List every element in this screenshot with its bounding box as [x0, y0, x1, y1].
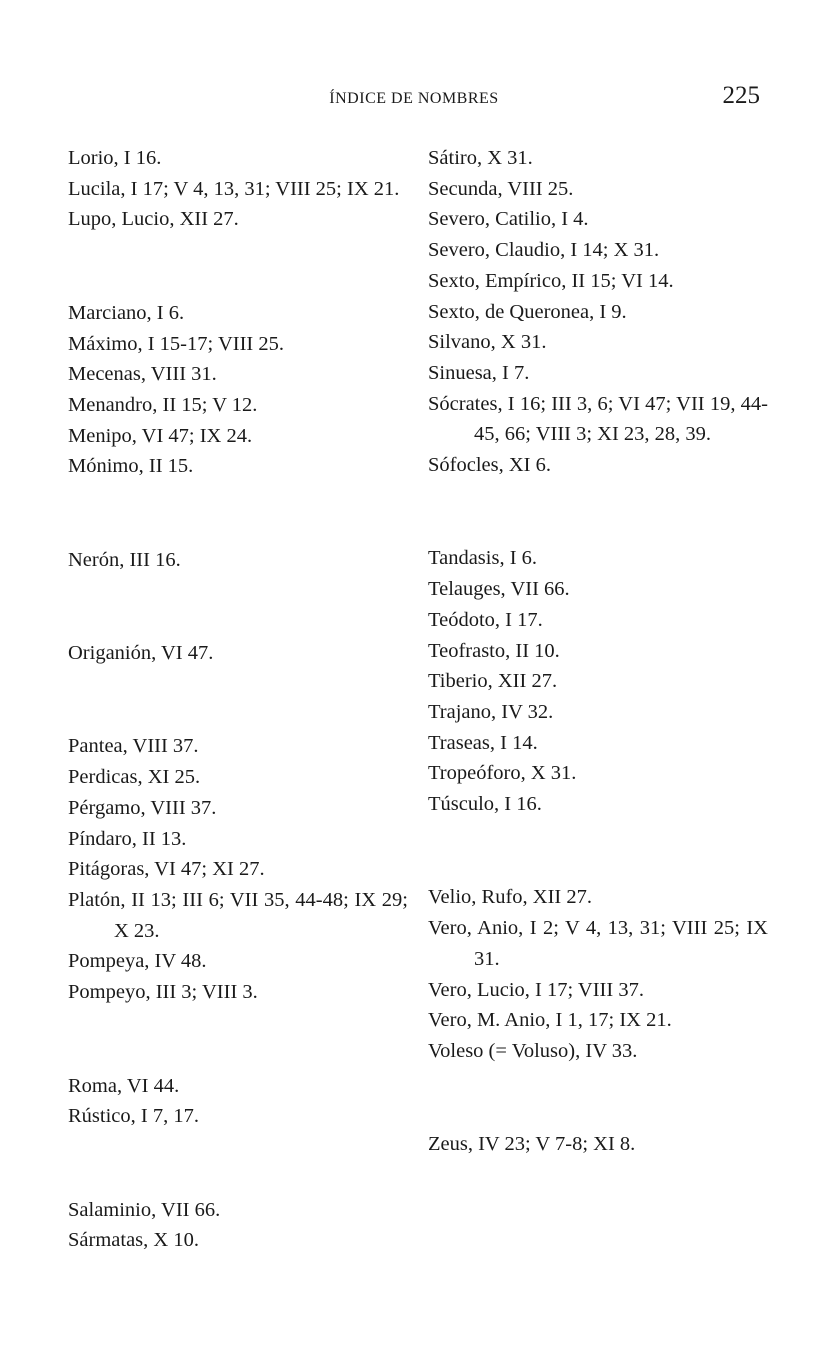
index-entry: Silvano, X 31. — [428, 331, 547, 354]
index-entry: Pompeyo, III 3; VIII 3. — [68, 981, 258, 1004]
index-entry: Mecenas, VIII 31. — [68, 363, 217, 386]
page-number: 225 — [722, 82, 760, 109]
index-entry: Lorio, I 16. — [68, 147, 162, 169]
index-entry: Marciano, I 6. — [68, 301, 185, 324]
index-entry: Vero, Lucio, I 17; VIII 37. — [428, 978, 644, 1001]
index-entry: Sófocles, XI 6. — [428, 454, 551, 477]
index-entry: Pérgamo, VIII 37. — [68, 796, 217, 819]
running-title: ÍNDICE DE NOMBRES — [329, 90, 499, 107]
index-entry: Tiberio, XII 27. — [428, 670, 558, 693]
index-entry: Mónimo, II 15. — [68, 455, 194, 478]
index-column-left — [68, 143, 408, 1256]
index-entry: Pantea, VIII 37. — [68, 735, 199, 758]
index-entry: Máximo, I 15-17; VIII 25. — [68, 332, 284, 355]
index-entry: Rústico, I 7, 17. — [68, 1105, 199, 1128]
index-entry: Sexto, de Queronea, I 9. — [428, 300, 627, 323]
index-entry: Vero, Anio, I 2; V 4, 13, 31; VIII 25; IX 31. — [428, 917, 768, 970]
index-entry: Origanión, VI 47. — [68, 642, 214, 665]
letter-group-spacer — [428, 497, 768, 528]
index-entry: Tandasis, I 6. — [428, 547, 538, 570]
index-entry: Sinuesa, I 7. — [428, 361, 530, 384]
index-entry: Sátiro, X 31. — [428, 147, 533, 169]
index-entry: Trajano, IV 32. — [428, 700, 554, 723]
index-entry: Pitágoras, VI 47; XI 27. — [68, 858, 265, 881]
index-entry: Telauges, VII 66. — [428, 578, 570, 601]
letter-group-spacer — [68, 498, 408, 529]
letter-group-spacer — [68, 251, 408, 282]
letter-group-spacer — [68, 1148, 408, 1179]
index-entry: Menipo, VI 47; IX 24. — [68, 424, 253, 447]
index-entry: Lucila, I 17; V 4, 13, 31; VIII 25; IX 21. — [68, 177, 400, 200]
index-entry: Vero, M. Anio, I 1, 17; IX 21. — [428, 1009, 672, 1032]
index-entry: Velio, Rufo, XII 27. — [428, 886, 592, 909]
index-entry: Túsculo, I 16. — [428, 793, 542, 816]
index-entry: Lupo, Lucio, XII 27. — [68, 208, 239, 231]
index-entry: Menandro, II 15; V 12. — [68, 393, 258, 416]
index-entry: Secunda, VIII 25. — [428, 177, 574, 200]
letter-group-spacer — [68, 1024, 408, 1055]
index-entry: Tropeóforo, X 31. — [428, 762, 577, 785]
index-entry: Perdicas, XI 25. — [68, 766, 201, 789]
index-entry: Píndaro, II 13. — [68, 827, 187, 850]
index-entry: Pompeya, IV 48. — [68, 950, 207, 973]
letter-group-spacer — [68, 685, 408, 716]
index-column-right — [428, 143, 768, 1160]
index-entry: Sexto, Empírico, II 15; VI 14. — [428, 269, 674, 292]
index-entry: Zeus, IV 23; V 7-8; XI 8. — [428, 1133, 636, 1156]
index-entry: Nerón, III 16. — [68, 548, 181, 571]
index-entry: Sócrates, I 16; III 3, 6; VI 47; VII 19, 44-45, 66; VIII 3; XI 23, 28, 39. — [428, 392, 768, 446]
index-entry: Traseas, I 14. — [428, 731, 538, 754]
index-entry: Roma, VI 44. — [68, 1074, 180, 1097]
index-entry: Severo, Catilio, I 4. — [428, 208, 589, 231]
index-entry: Teofrasto, II 10. — [428, 639, 560, 662]
index-entry: Platón, II 13; III 6; VII 35, 44-48; IX 29; X 23. — [68, 889, 408, 942]
index-entry: Voleso (= Voluso), IV 33. — [428, 1039, 638, 1062]
index-entry: Sármatas, X 10. — [68, 1229, 199, 1252]
letter-group-spacer — [428, 1083, 768, 1114]
index-entry: Teódoto, I 17. — [428, 608, 543, 631]
index-entry: Severo, Claudio, I 14; X 31. — [428, 239, 660, 262]
letter-group-spacer — [68, 591, 408, 622]
index-entry: Salaminio, VII 66. — [68, 1198, 221, 1221]
letter-group-spacer — [428, 836, 768, 867]
page-header — [0, 82, 828, 116]
